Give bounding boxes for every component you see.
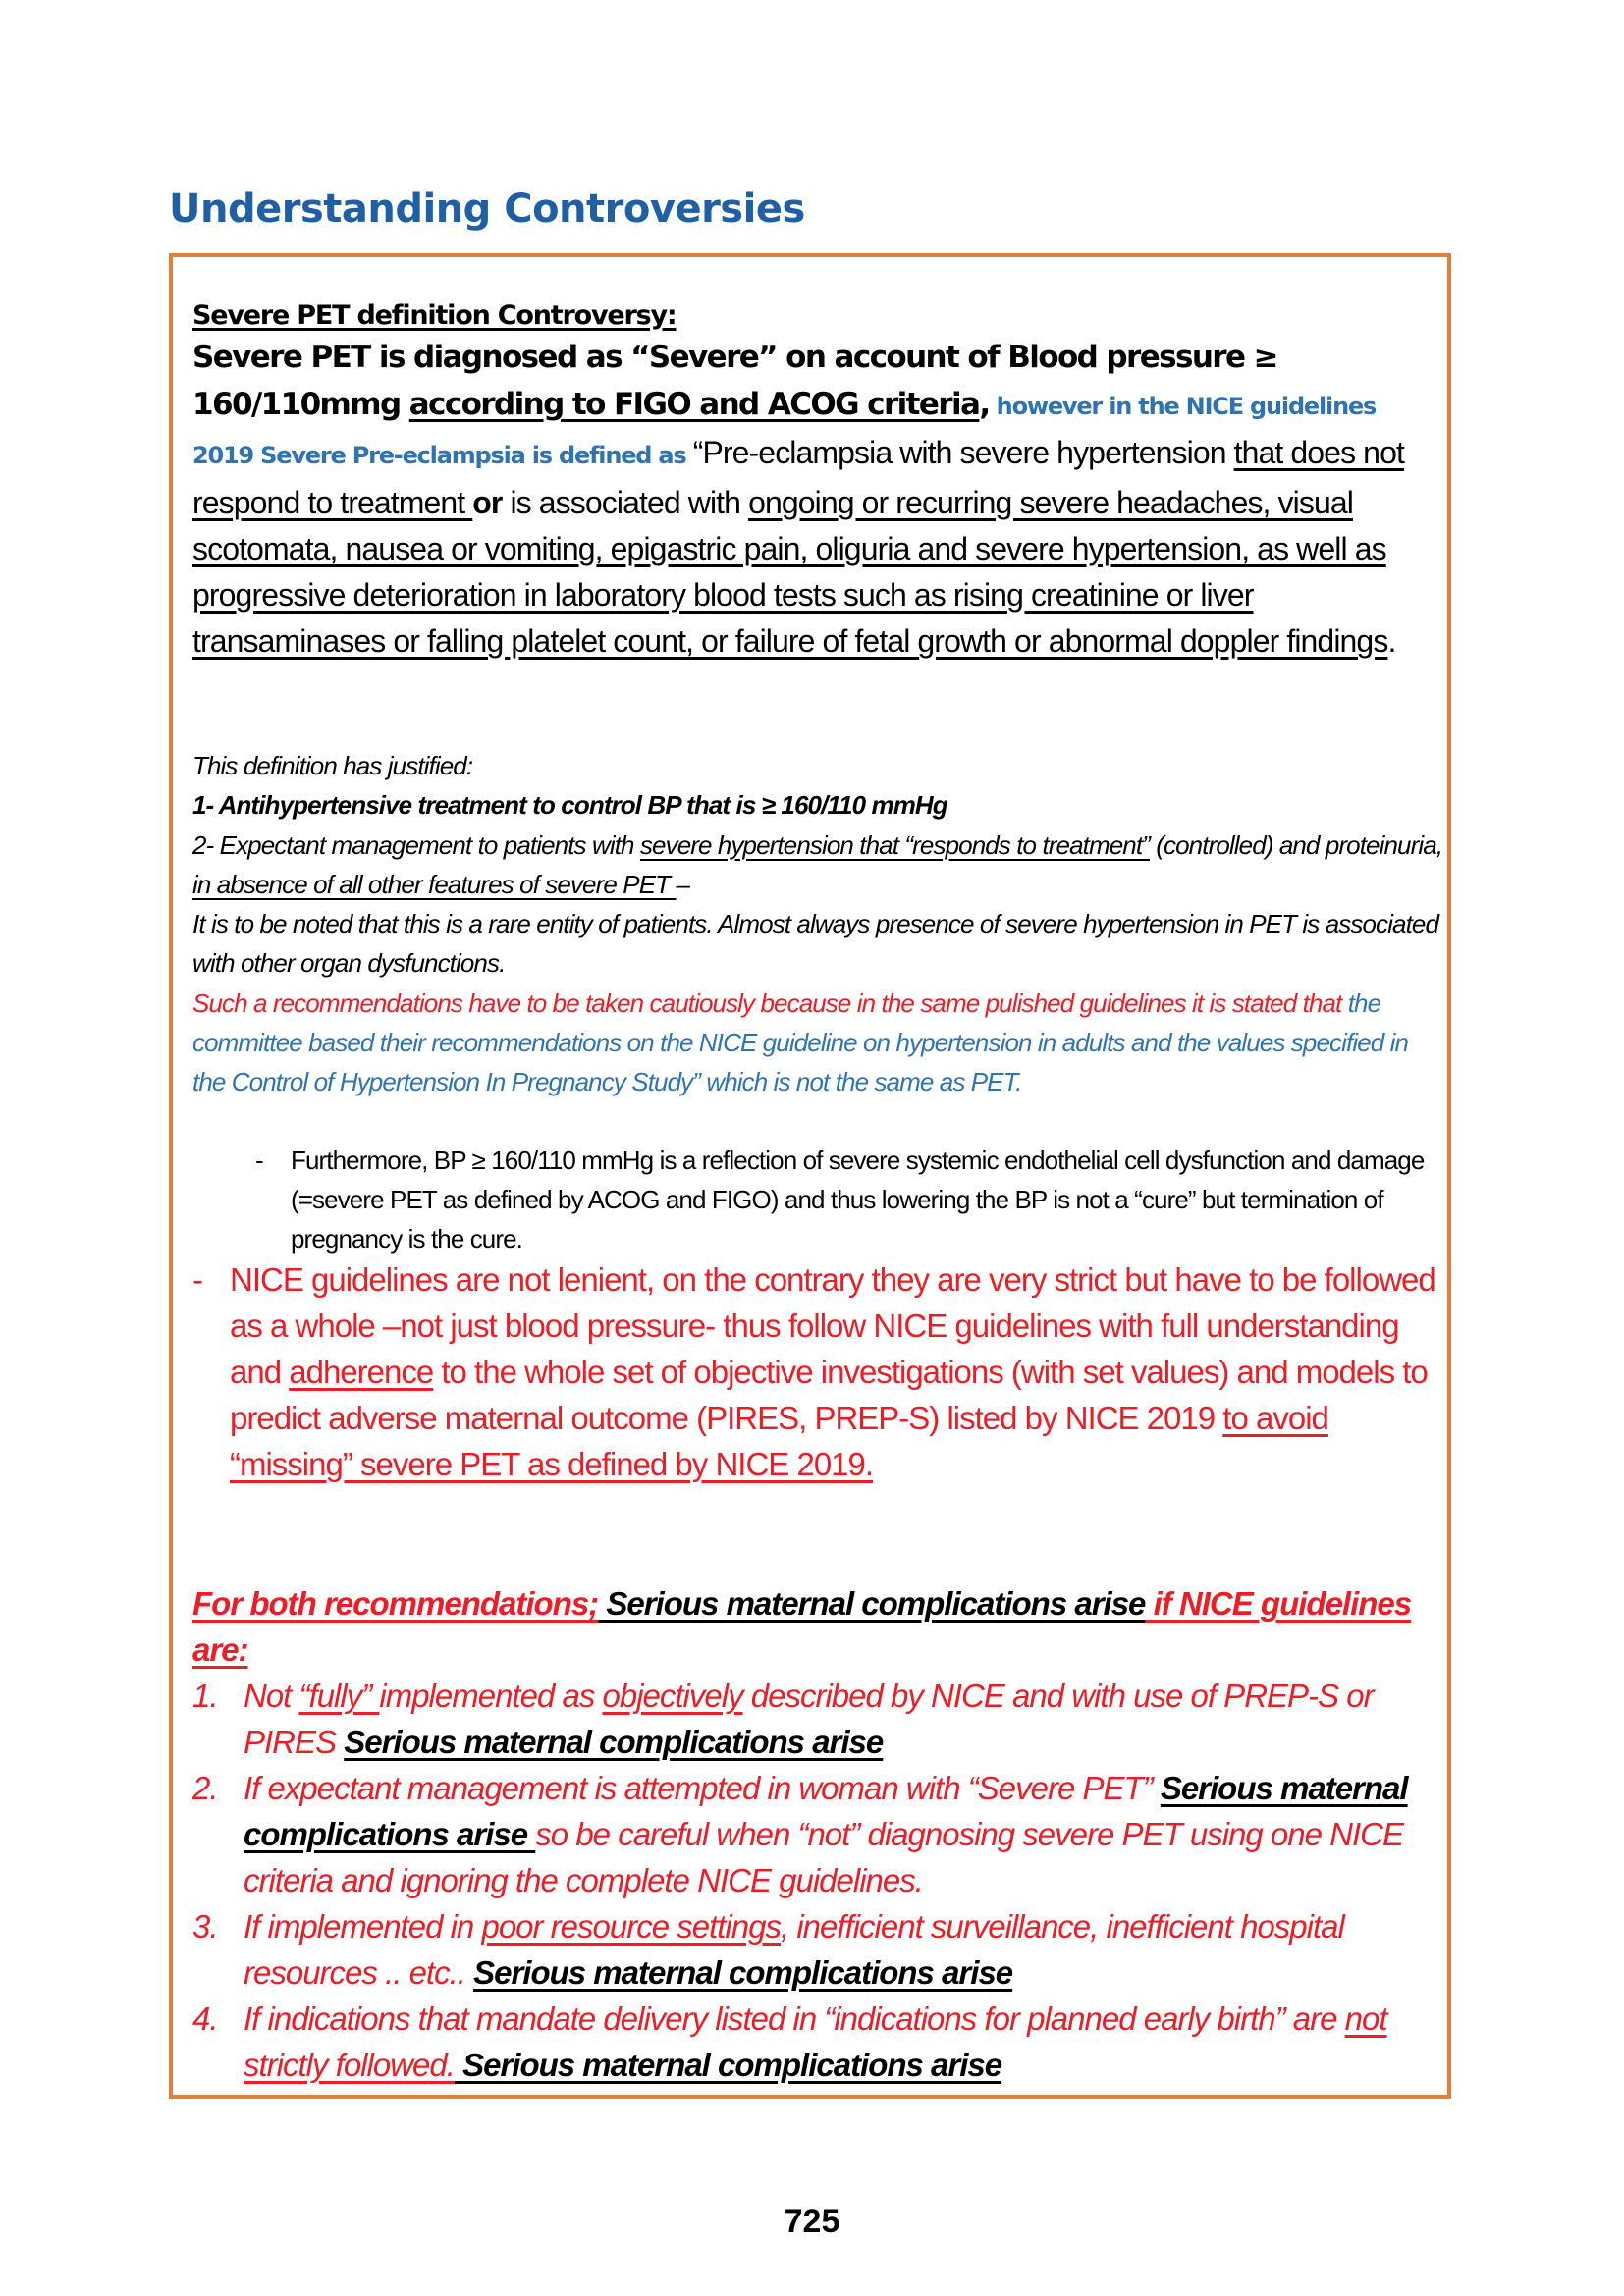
item-number: 1. <box>192 1678 218 1714</box>
justified-note: It is to be noted that this is a rare entity of patients. Almost always presence of severe hypertension in PET is associated with other organ dysfunctions. <box>192 909 1439 979</box>
definition-period: . <box>1387 623 1396 660</box>
item-text: , inefficient surveillance, inefficient hospital resources .. etc.. <box>244 1908 1344 1991</box>
caution-blue-quote: the committee based their recommendations on the NICE guideline on hypertension in adults and the values specified in the Control of Hypertension In Pregnancy Study” which is not the same as PET. <box>192 988 1409 1097</box>
complications-list <box>192 1673 1449 2088</box>
item2-absence: in absence of all other features of severe PET <box>192 869 677 899</box>
definition-no-response: that does not respond to treatment <box>192 435 1404 520</box>
item-text: If indications that mandate delivery listed in “indications for planned early birth” are <box>244 2001 1345 2037</box>
lead-text: Severe PET is diagnosed as “Severe” on account of Blood pressure ≥ 160/110mmg <box>192 340 1277 423</box>
item-text: If expectant management is attempted in woman with “Severe PET” <box>244 1770 1161 1806</box>
item-number: 2. <box>192 1770 218 1806</box>
list-item <box>192 1673 1449 1765</box>
definition-features: ongoing or recurring severe headaches, visual scotomata, nausea or vomiting, epigastric pain, oliguria and severe hypertension, as well as progressive deterioration in laboratory blood tests such as rising creatinine or liver transaminases or falling platelet count, or failure of fetal growth or abnormal doppler findings <box>192 484 1388 660</box>
item-complications: Serious maternal complications arise <box>244 1770 1408 1852</box>
item-number: 3. <box>192 1908 218 1945</box>
nice-intro: however in the NICE guidelines 2019 Severe Pre-eclampsia is defined as <box>192 393 1377 470</box>
item-number: 4. <box>192 2001 218 2037</box>
nice-strict-models: to the whole set of objective investigations (with set values) and models to predict adverse maternal outcome (PIRES, PREP-S) listed by NICE 2019 <box>230 1354 1428 1436</box>
nice-strict-bullet <box>192 1256 1444 1487</box>
justified-item-2 <box>192 826 1444 905</box>
nice-strict-adherence: adherence <box>289 1354 434 1390</box>
item2-dash: – <box>676 869 690 899</box>
justified-intro: This definition has justified: <box>192 751 473 780</box>
furthermore-text: Furthermore, BP ≥ 160/110 mmHg is a reflection of severe systemic endothelial cell dysfunction and damage (=severe PET as defined by ACOG and FIGO) and thus lowering the BP is not a “cure” but termination of pregnancy is the cure. <box>291 1146 1425 1254</box>
bullet-dash: - <box>192 1261 202 1298</box>
definition-open: “Pre-eclampsia with severe hypertension <box>692 435 1234 471</box>
list-item <box>192 1903 1449 1996</box>
item-poor-resource: poor resource settings <box>481 1908 781 1945</box>
item-not-followed: not strictly followed. <box>244 2001 1387 2083</box>
item2-controlled: (controlled) and proteinuria, <box>1149 829 1443 860</box>
definition-or: or <box>472 484 503 520</box>
definition-paragraph <box>192 334 1439 665</box>
nice-strict-text: NICE guidelines are not lenient, on the contrary they are very strict but have to be followed as a whole –not just blood pressure- thus follow NICE guidelines with full understanding and <box>230 1261 1435 1390</box>
heading-red-2: if NICE guidelines are: <box>192 1585 1412 1668</box>
heading-red-1: For both recommendations; <box>192 1585 599 1622</box>
caution-red: Such a recommendations have to be taken cautiously because in the same pulished guidelines it is stated that <box>192 988 1348 1018</box>
item2-responds: severe hypertension that “responds to treatment” <box>639 829 1150 860</box>
heading-black: Serious maternal complications arise <box>598 1585 1146 1622</box>
item2-text: 2- Expectant management to patients with <box>192 829 640 860</box>
lead-comma: , <box>979 387 990 423</box>
item-complications: Serious maternal complications arise <box>454 2047 1002 2083</box>
page-number: 725 <box>784 2203 840 2240</box>
item-text: so be careful when “not” diagnosing severe PET using one NICE criteria and ignoring the complete NICE guidelines. <box>244 1816 1403 1898</box>
item-text: described by NICE and with use of PREP-S or PIRES <box>244 1678 1374 1760</box>
justified-item-1: 1- Antihypertensive treatment to control BP that is ≥ 160/110 mmHg <box>192 790 947 821</box>
sub-heading: Severe PET definition Controversy: <box>192 300 677 331</box>
item-text: Not <box>244 1678 299 1714</box>
nice-strict-avoid-missing: to avoid “missing” severe PET as defined by NICE 2019. <box>230 1400 1328 1482</box>
item-fully: “fully” <box>298 1678 380 1714</box>
bullet-dash: - <box>255 1146 263 1175</box>
page-title: Understanding Controversies <box>169 187 805 232</box>
justified-block <box>192 746 1444 1102</box>
complications-heading <box>192 1580 1449 1673</box>
item-complications: Serious maternal complications arise <box>473 1954 1013 1991</box>
definition-associated: is associated with <box>502 484 749 520</box>
item-text: implemented as <box>379 1678 603 1714</box>
list-item <box>192 1765 1449 1903</box>
complications-section <box>192 1580 1449 2088</box>
list-item <box>192 1996 1449 2088</box>
item-text: If implemented in <box>244 1908 482 1945</box>
lead-criteria: according to FIGO and ACOG criteria <box>408 387 980 423</box>
furthermore-bullet <box>255 1141 1444 1258</box>
item-complications: Serious maternal complications arise <box>344 1724 884 1760</box>
controversy-box <box>169 253 1451 2099</box>
caution-text <box>192 984 1444 1102</box>
item-objectively: objectively <box>602 1678 743 1714</box>
